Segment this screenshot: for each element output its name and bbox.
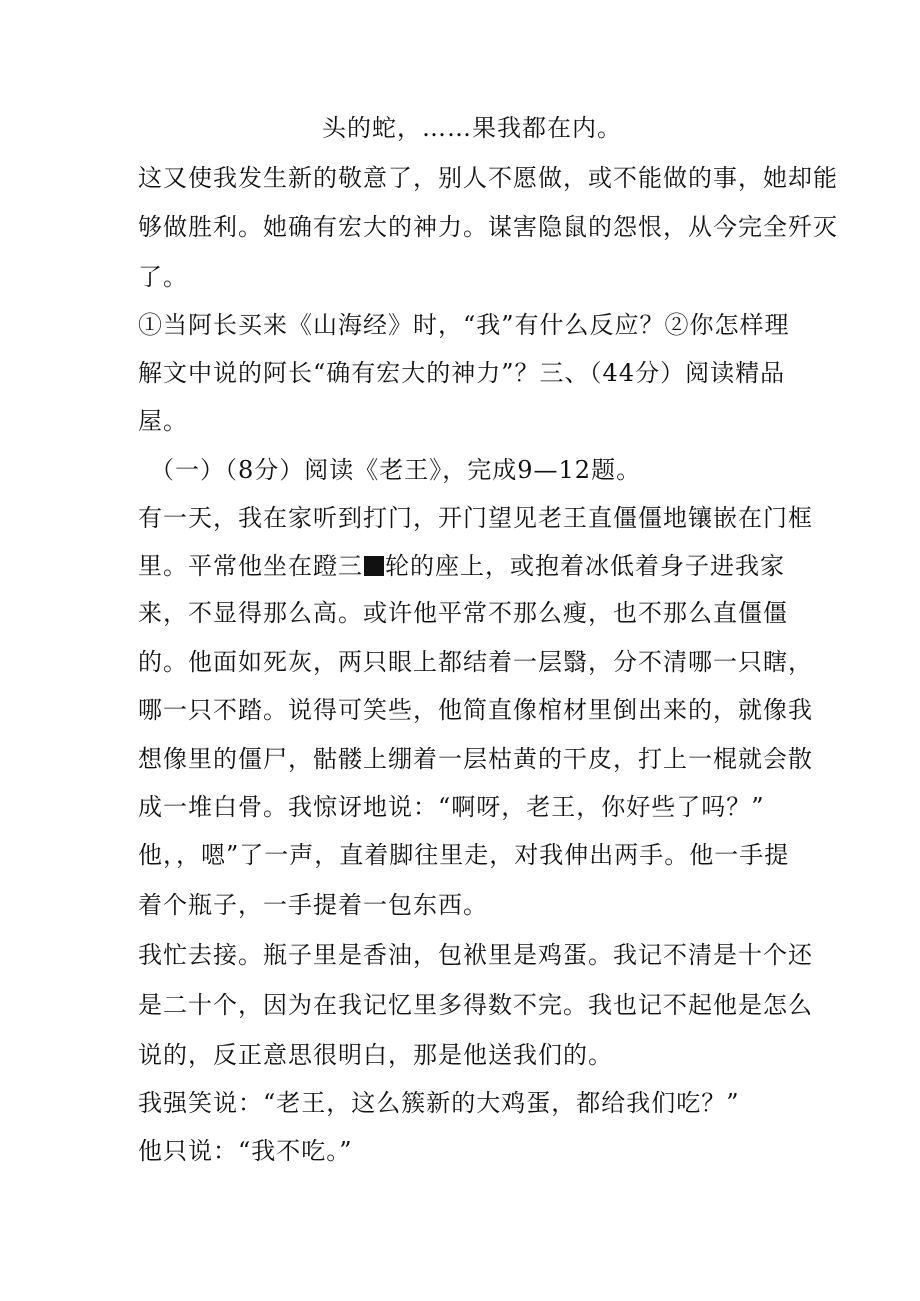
text-line: 了。 — [138, 263, 188, 291]
text-line: 有一天，我在家听到打门，开门望见老王直僵僵地镶嵌在门框 — [138, 504, 813, 532]
text-line: 头的蛇，……果我都在内。 — [322, 114, 622, 142]
text-line: 成一堆白骨。我惊讶地说：“啊呀，老王，你好些了吗？” — [138, 793, 765, 821]
section-heading: （一）（8分）阅读《老王》，完成9—12题。 — [150, 456, 642, 484]
text-line: 他，，嗯”了一声，直着脚往里走，对我伸出两手。他一手提 — [138, 841, 790, 869]
text-line: 来，不显得那么高。或许他平常不那么瘦，也不那么直僵僵 — [138, 599, 788, 627]
text-line: 够做胜利。她确有宏大的神力。谋害隐鼠的怨恨，从今完全歼灭 — [138, 213, 838, 241]
text-line: 这又使我发生新的敬意了，别人不愿做，或不能做的事，她却能 — [138, 164, 838, 192]
text-line: 他只说：“我不吃。” — [138, 1137, 353, 1165]
text-line: 是二十个，因为在我记忆里多得数不完。我也记不起他是怎么 — [138, 991, 813, 1019]
question-line: ①当阿长买来《山海经》时，“我”有什么反应？②你怎样理 — [138, 311, 790, 339]
text-line: 哪一只不踏。说得可笑些，他简直像棺材里倒出来的，就像我 — [138, 696, 813, 724]
text-line — [138, 551, 785, 581]
text-line: 屋。 — [138, 407, 188, 435]
redaction-block-icon — [364, 556, 384, 576]
text-line: 说的，反正意思很明白，那是他送我们的。 — [138, 1041, 613, 1069]
text-line: 的。他面如死灰，两只眼上都结着一层翳，分不清哪一只瞎， — [138, 648, 813, 676]
text-segment: 轮的座上，或抱着冰低着身子进我家 — [385, 552, 785, 580]
text-line: 我忙去接。瓶子里是香油，包袱里是鸡蛋。我记不清是十个还 — [138, 941, 813, 969]
text-segment: 里。平常他坐在蹬三 — [138, 552, 363, 580]
text-line: 我强笑说：“老王，这么簇新的大鸡蛋，都给我们吃？” — [138, 1089, 740, 1117]
question-line: 解文中说的阿长“确有宏大的神力”？三、（44分）阅读精品 — [138, 359, 786, 387]
text-line: 想像里的僵尸，骷髅上绷着一层枯黄的干皮，打上一棍就会散 — [138, 745, 813, 773]
text-line: 着个瓶子，一手提着一包东西。 — [138, 891, 488, 919]
